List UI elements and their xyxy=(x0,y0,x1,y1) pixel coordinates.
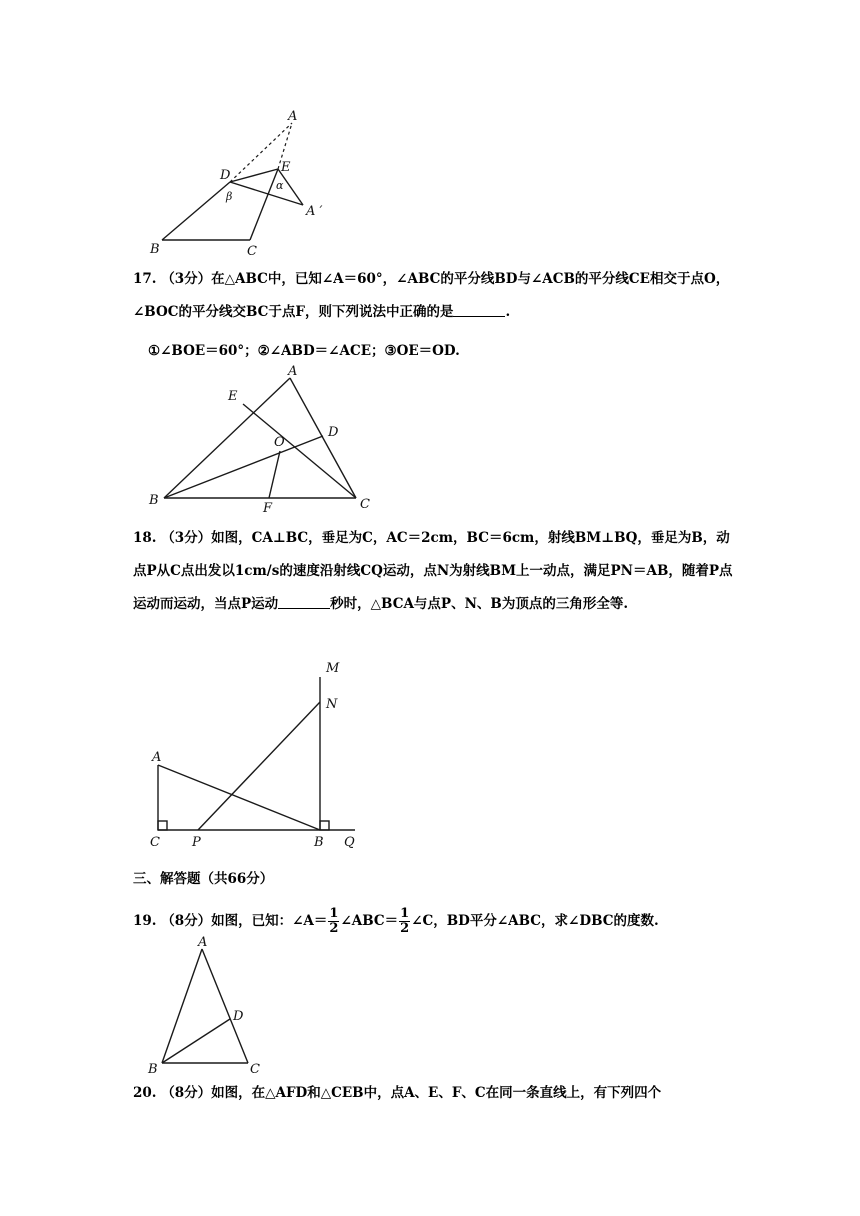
edge-BA xyxy=(164,378,290,498)
question-19-text-a: （8分）如图，已知：∠A＝ xyxy=(161,913,328,929)
label-D: D xyxy=(233,1009,244,1024)
label-B: B xyxy=(314,835,324,850)
label-M: M xyxy=(326,661,340,676)
question-17-number: 17. xyxy=(133,271,157,287)
edge-BD xyxy=(162,182,233,240)
section-3-title: 三、解答题（共66分） xyxy=(133,871,274,887)
question-19 xyxy=(133,907,659,936)
question-18-text-after: 秒时，△BCA与点P、N、B为顶点的三角形全等. xyxy=(330,596,629,612)
label-A-prime: A ′ xyxy=(306,204,323,219)
label-A: A xyxy=(288,109,298,124)
fraction-2 xyxy=(399,907,410,936)
label-C: C xyxy=(150,835,160,850)
figure-18 xyxy=(140,655,380,855)
segment-AB xyxy=(158,765,320,830)
figure-19 xyxy=(140,935,280,1075)
question-19-number: 19. xyxy=(133,913,157,929)
bisector-BD xyxy=(164,436,323,498)
question-17 xyxy=(133,263,733,329)
label-C: C xyxy=(250,1062,260,1077)
fraction-1 xyxy=(328,907,339,936)
question-18-text: （3分）如图，CA⊥BC，垂足为C，AC＝2cm，BC＝6cm，射线BM⊥BQ，垂足为B，动点P从C点出发以1cm/s的速度沿射线CQ运动，点N为射线BM上一动点，满足PN＝AB，随着P点运动而运动，当点P运动 xyxy=(133,530,733,612)
question-20 xyxy=(133,1081,661,1101)
figure-19-svg xyxy=(140,935,280,1075)
figure-16 xyxy=(140,105,370,265)
question-19-text-c: ∠C，BD平分∠ABC，求∠DBC的度数. xyxy=(411,913,659,929)
question-19-text-b: ∠ABC＝ xyxy=(340,913,399,929)
fraction-1-denominator: 2 xyxy=(329,921,339,936)
right-angle-B xyxy=(320,821,329,830)
label-N: N xyxy=(326,697,338,712)
label-B: B xyxy=(148,1062,158,1077)
bisector-CE xyxy=(243,404,356,498)
fraction-1-numerator: 1 xyxy=(329,906,339,921)
edge-AC xyxy=(202,949,248,1063)
question-20-text: （8分）如图，在△AFD和△CEB中，点A、E、F、C在同一条直线上，有下列四个 xyxy=(161,1085,662,1101)
figure-17-svg xyxy=(140,362,390,516)
label-alpha: α xyxy=(276,179,284,192)
edge-AC xyxy=(290,378,356,498)
question-17-text: （3分）在△ABC中，已知∠A＝60°，∠ABC的平分线BD与∠ACB的平分线CE相交于点O，∠BOC的平分线交BC于点F，则下列说法中正确的是 xyxy=(133,271,730,320)
question-18 xyxy=(133,522,733,621)
label-A: A xyxy=(198,935,208,950)
label-F: F xyxy=(263,501,273,516)
right-angle-C xyxy=(158,821,167,830)
answer-blank-18[interactable] xyxy=(278,596,330,609)
fraction-2-numerator: 1 xyxy=(400,906,410,921)
label-D: D xyxy=(220,168,231,183)
label-Q: Q xyxy=(344,835,355,850)
label-C: C xyxy=(360,497,370,512)
label-A: A xyxy=(152,750,162,765)
edge-CE xyxy=(250,169,278,240)
label-C: C xyxy=(247,244,257,259)
bisector-BD xyxy=(162,1019,230,1063)
answer-blank-17[interactable] xyxy=(453,304,505,317)
label-B: B xyxy=(149,493,159,508)
question-17-end: . xyxy=(505,304,511,320)
question-20-number: 20. xyxy=(133,1085,157,1101)
label-B: B xyxy=(150,242,160,257)
edge-AB xyxy=(162,949,202,1063)
edge-DE xyxy=(230,169,278,182)
figure-18-svg xyxy=(140,655,380,855)
label-E: E xyxy=(228,389,238,404)
label-A: A xyxy=(288,364,298,379)
question-18-number: 18. xyxy=(133,530,157,546)
figure-16-svg xyxy=(140,105,370,265)
edge-DA-prime xyxy=(230,182,303,205)
label-O: O xyxy=(274,435,285,450)
label-P: P xyxy=(192,835,201,850)
label-E: E xyxy=(281,160,291,175)
label-D: D xyxy=(328,425,339,440)
question-17-options: ①∠BOE＝60°；②∠ABD＝∠ACE；③OE＝OD. xyxy=(148,343,460,359)
label-beta: β xyxy=(226,190,233,203)
figure-17 xyxy=(140,362,390,516)
fraction-2-denominator: 2 xyxy=(400,921,410,936)
segment-PN xyxy=(198,702,320,830)
bisector-OF xyxy=(269,451,280,498)
